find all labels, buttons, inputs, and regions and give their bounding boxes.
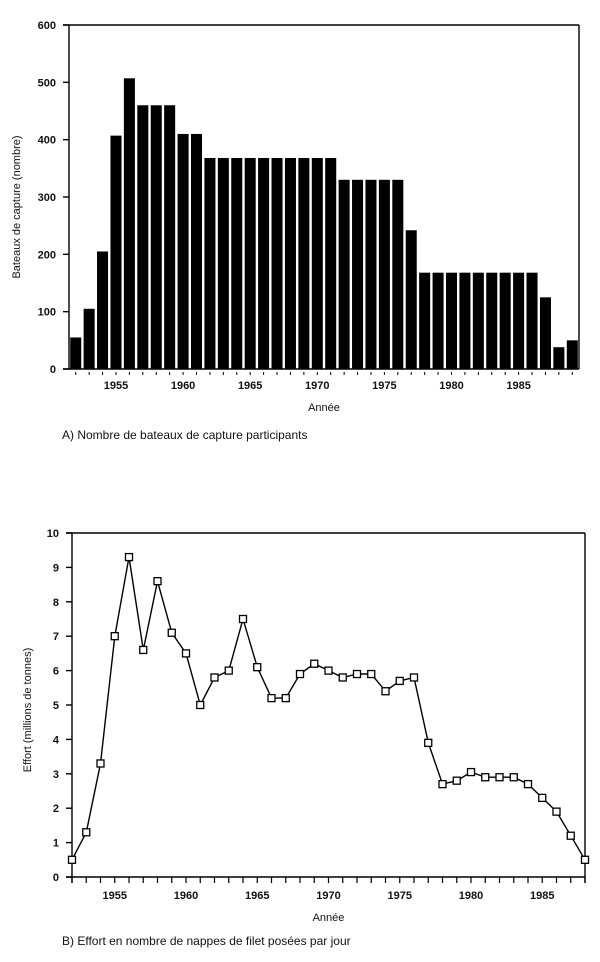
chart-b-marker-square-icon — [240, 616, 247, 623]
chart-b-y-tick-label: 2 — [52, 803, 59, 816]
chart-a-bar — [392, 180, 403, 369]
chart-a-y-tick-label: 200 — [37, 249, 56, 262]
chart-b-marker-square-icon — [453, 777, 460, 784]
chart-a-bar — [84, 309, 95, 369]
chart-b-marker-square-icon — [396, 677, 403, 684]
chart-b-marker-square-icon — [553, 808, 560, 815]
chart-a-bar — [527, 273, 538, 369]
chart-b-marker-square-icon — [582, 856, 589, 863]
chart-b-marker-square-icon — [183, 650, 190, 657]
chart-a-bar — [272, 158, 283, 369]
chart-a-bar — [191, 134, 202, 369]
chart-a-y-tick-label: 300 — [37, 192, 56, 204]
chart-b-x-tick-label: 1975 — [387, 890, 412, 902]
chart-b-y-tick-label: 5 — [52, 700, 59, 712]
chart-b-marker-square-icon — [197, 702, 204, 709]
chart-a-bar — [433, 273, 444, 369]
chart-a-y-tick-label: 500 — [37, 77, 56, 90]
chart-a-bar — [151, 105, 162, 369]
chart-b-y-tick-label: 1 — [52, 837, 59, 850]
chart-b-marker-square-icon — [368, 671, 375, 678]
chart-a-bar — [352, 180, 363, 369]
chart-b-y-tick-label: 7 — [52, 631, 59, 644]
chart-a-bar — [540, 297, 551, 369]
chart-a-bar — [70, 337, 81, 369]
chart-a-bar — [164, 105, 175, 369]
chart-b-marker-square-icon — [468, 769, 475, 776]
chart-a-bar — [258, 158, 269, 369]
chart-b-y-axis-title: Effort (millions de tonnes) — [22, 647, 34, 773]
chart-b-marker-square-icon — [339, 674, 346, 681]
chart-a-y-tick-label: 400 — [37, 134, 56, 147]
chart-b-marker-square-icon — [154, 578, 161, 585]
chart-b-marker-square-icon — [297, 671, 304, 678]
chart-b-marker-square-icon — [510, 774, 517, 781]
chart-b-marker-square-icon — [567, 832, 574, 839]
chart-a-bar — [245, 158, 256, 369]
chart-a-bar — [110, 136, 121, 369]
chart-a-bar — [459, 273, 470, 369]
chart-a-bar — [500, 273, 511, 369]
chart-b-plot — [22, 528, 589, 924]
chart-a-bar — [218, 158, 229, 369]
chart-b-y-tick-label: 3 — [52, 768, 59, 781]
chart-b-marker-square-icon — [496, 774, 503, 781]
chart-b-marker-square-icon — [126, 554, 133, 561]
chart-a-caption: A) Nombre de bateaux de capture participants — [62, 428, 308, 442]
chart-b-x-tick-label: 1985 — [530, 890, 555, 902]
chart-a-x-tick-label: 1970 — [305, 380, 330, 392]
chart-b-marker-square-icon — [425, 739, 432, 746]
chart-b-marker-square-icon — [411, 674, 418, 681]
chart-b-marker-square-icon — [482, 774, 489, 781]
chart-a-bar — [97, 251, 108, 369]
chart-b-marker-square-icon — [525, 781, 532, 788]
chart-b-y-tick-label: 4 — [52, 734, 59, 747]
chart-a-x-tick-label: 1985 — [506, 380, 531, 392]
chart-a-x-tick-label: 1965 — [237, 380, 263, 392]
chart-b-line — [72, 557, 585, 860]
chart-b-x-tick-label: 1965 — [245, 890, 270, 902]
chart-a-y-axis-title: Bateaux de capture (nombre) — [11, 135, 23, 279]
chart-b-marker-square-icon — [539, 794, 546, 801]
chart-a-x-axis-title: Année — [308, 402, 340, 414]
chart-a-x-tick-label: 1980 — [439, 380, 464, 392]
chart-b-y-tick-label: 6 — [52, 665, 59, 678]
chart-b-marker-square-icon — [168, 629, 175, 636]
chart-b-y-tick-label: 9 — [52, 562, 59, 575]
chart-b-marker-square-icon — [354, 671, 361, 678]
chart-b-marker-square-icon — [439, 781, 446, 788]
chart-a-bar — [339, 180, 350, 369]
chart-b-marker-square-icon — [311, 660, 318, 667]
chart-a-bar — [473, 273, 484, 369]
chart-b-marker-square-icon — [69, 856, 76, 863]
chart-a-bar — [298, 158, 309, 369]
chart-a-bar — [312, 158, 323, 369]
chart-a-bar — [178, 134, 189, 369]
chart-a-bar — [231, 158, 242, 369]
chart-a-bar — [285, 158, 296, 369]
chart-a-bar — [379, 180, 390, 369]
chart-b-marker-square-icon — [140, 646, 147, 653]
chart-a-bar — [325, 158, 336, 369]
chart-a-bar — [419, 273, 430, 369]
chart-a-y-tick-label: 100 — [37, 306, 56, 319]
chart-a-plot — [11, 20, 579, 414]
chart-a-y-tick-label: 0 — [49, 364, 56, 376]
chart-a-bar — [553, 347, 564, 369]
chart-b-marker-square-icon — [225, 667, 232, 674]
chart-a-x-tick-label: 1960 — [170, 380, 196, 392]
chart-b-x-tick-label: 1970 — [316, 890, 341, 902]
chart-a-x-tick-label: 1955 — [103, 380, 129, 392]
chart-a-bar — [406, 230, 417, 369]
chart-b-marker-square-icon — [325, 667, 332, 674]
chart-b-marker-square-icon — [211, 674, 218, 681]
chart-b-x-axis-title: Année — [312, 912, 345, 924]
chart-b-y-tick-label: 0 — [52, 872, 59, 884]
chart-b-marker-square-icon — [268, 695, 275, 702]
chart-a-bar — [365, 180, 376, 369]
chart-b-y-tick-label: 10 — [46, 528, 59, 540]
chart-a-bar — [137, 105, 148, 369]
chart-b-caption: B) Effort en nombre de nappes de filet posées par jour — [62, 934, 351, 948]
chart-b-marker-square-icon — [83, 829, 90, 836]
chart-a-x-tick-label: 1975 — [372, 380, 397, 392]
chart-b-marker-square-icon — [282, 695, 289, 702]
chart-b-y-tick-label: 8 — [52, 596, 59, 609]
chart-a-bar — [124, 78, 135, 369]
chart-b-marker-square-icon — [111, 633, 118, 640]
chart-b-marker-square-icon — [254, 664, 261, 671]
chart-b-marker-square-icon — [382, 688, 389, 695]
chart-a-y-tick-label: 600 — [37, 20, 56, 32]
chart-a-bar — [486, 273, 497, 369]
chart-b-x-tick-label: 1960 — [173, 890, 199, 902]
chart-a-bar — [446, 273, 457, 369]
chart-b-x-tick-label: 1955 — [102, 890, 127, 902]
chart-a-bar — [567, 340, 578, 369]
chart-a-bar — [204, 158, 215, 369]
chart-a-bar — [513, 273, 524, 369]
chart-b-x-tick-label: 1980 — [458, 890, 484, 902]
chart-b-marker-square-icon — [97, 760, 104, 767]
